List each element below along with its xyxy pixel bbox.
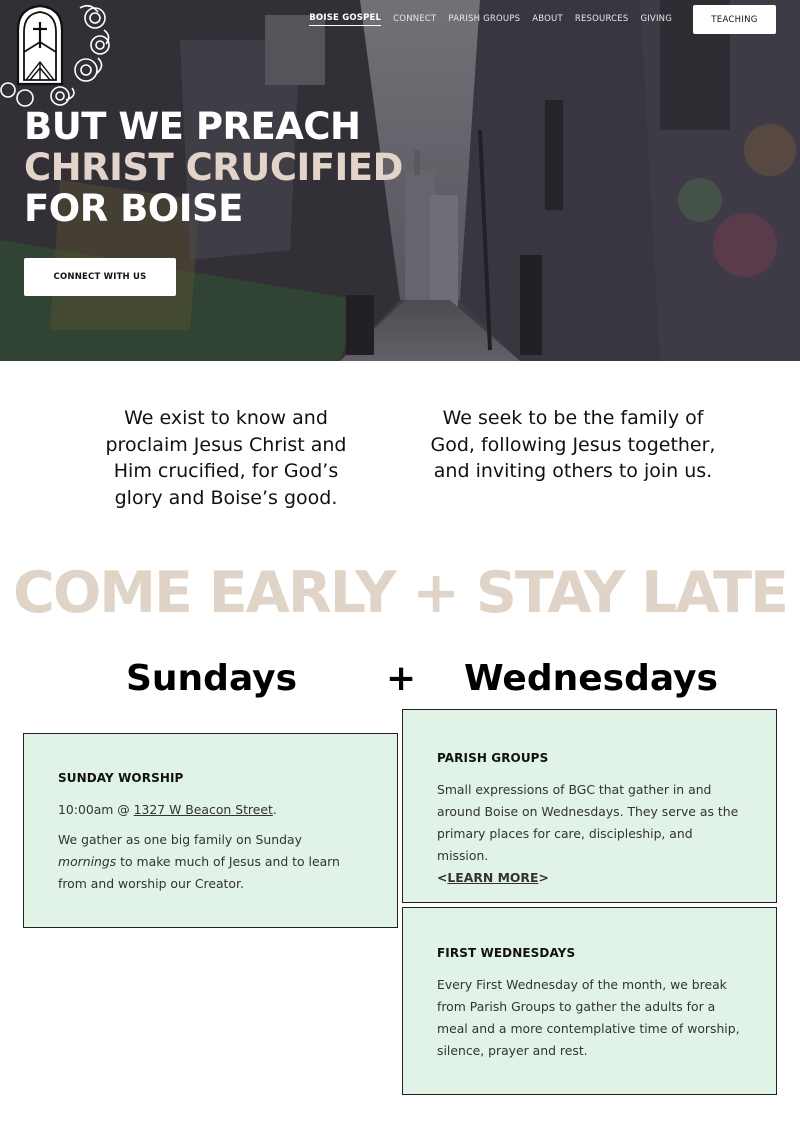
- first-wednesdays-card: [402, 907, 777, 1095]
- sunday-desc-part-b: to make much of Jesus and to learn from and worship our Creator.: [58, 854, 340, 891]
- hero-headline-line3: FOR BOISE: [24, 187, 243, 230]
- plus-sign: +: [386, 658, 417, 699]
- card-title: SUNDAY WORSHIP: [58, 771, 184, 785]
- teaching-button[interactable]: TEACHING: [693, 5, 776, 34]
- card-title: PARISH GROUPS: [437, 751, 549, 765]
- hero-section: [0, 0, 800, 361]
- church-logo-icon[interactable]: [0, 0, 112, 108]
- nav-item-parish-groups[interactable]: PARISH GROUPS: [448, 14, 521, 24]
- connect-with-us-button[interactable]: CONNECT WITH US: [24, 258, 176, 296]
- come-early-stay-late-banner: COME EARLY + STAY LATE: [12, 560, 787, 626]
- mission-statement-left: We exist to know and proclaim Jesus Christ and Him crucified, for God’s glory and Boise’s good.: [105, 407, 347, 509]
- sunday-desc-emphasis: mornings: [58, 854, 117, 869]
- learn-more-open-bracket: <: [437, 870, 448, 885]
- first-wednesdays-description: Every First Wednesday of the month, we break from Parish Groups to gather the adults for a meal and a more contemplative time of worship, silence, prayer and rest.: [437, 977, 740, 1058]
- service-time-text: 10:00am @: [58, 802, 134, 817]
- address-link[interactable]: 1327 W Beacon Street: [133, 802, 273, 817]
- mission-statement-right: We seek to be the family of God, following Jesus together, and inviting others to join us.: [430, 407, 716, 482]
- nav-item-connect[interactable]: CONNECT: [393, 14, 437, 24]
- learn-more-link[interactable]: [437, 867, 742, 889]
- learn-more-label[interactable]: LEARN MORE: [447, 870, 539, 885]
- parish-groups-description: Small expressions of BGC that gather in and around Boise on Wednesdays. They serve as the primary places for care, discipleship, and mission.: [437, 782, 739, 863]
- hero-headline: [24, 106, 403, 229]
- sunday-description: [58, 829, 363, 895]
- nav-item-boise-gospel[interactable]: BOISE GOSPEL: [309, 13, 381, 26]
- sundays-heading: Sundays: [126, 658, 298, 699]
- sunday-worship-card: [23, 733, 398, 928]
- address-suffix: .: [272, 802, 277, 817]
- hero-headline-line1: BUT WE PREACH: [24, 105, 361, 148]
- service-time: [58, 799, 363, 821]
- nav-item-resources[interactable]: RESOURCES: [574, 14, 629, 24]
- learn-more-close-bracket: >: [538, 870, 549, 885]
- nav-item-about[interactable]: ABOUT: [532, 14, 563, 24]
- sunday-desc-part-a: We gather as one big family on Sunday: [58, 832, 302, 847]
- card-title: FIRST WEDNESDAYS: [437, 946, 576, 960]
- parish-groups-card: [402, 709, 777, 903]
- hero-headline-line2: CHRIST CRUCIFIED: [24, 146, 403, 189]
- nav-item-giving[interactable]: GIVING: [640, 14, 672, 24]
- wednesdays-heading: Wednesdays: [464, 658, 718, 699]
